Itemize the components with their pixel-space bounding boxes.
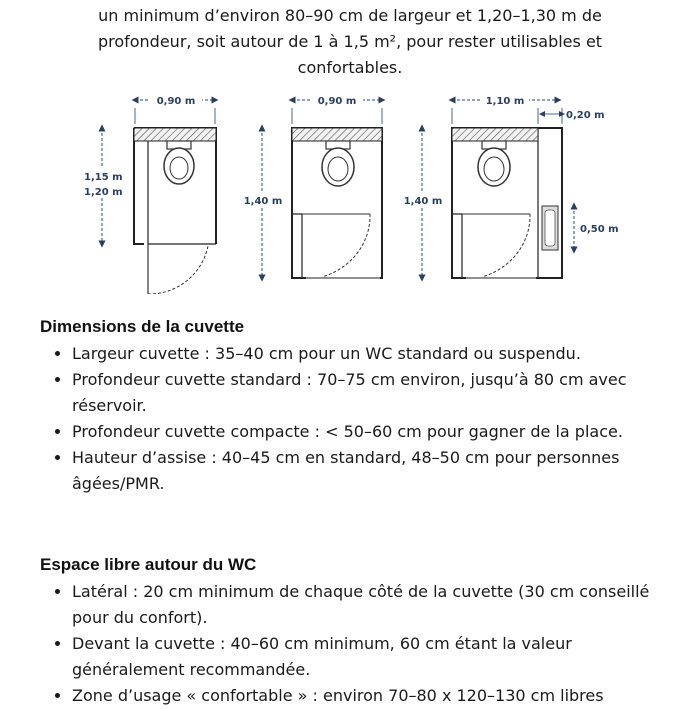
list-item: • Largeur cuvette : 35–40 cm pour un WC standard ou suspendu. xyxy=(72,341,670,367)
bullet-list xyxy=(40,341,670,497)
list-item: • Profondeur cuvette compacte : < 50–60 cm pour gagner de la place. xyxy=(72,419,670,445)
plan-1-width-label: 0,90 m xyxy=(156,96,196,107)
section-title: Espace libre autour du WC xyxy=(40,555,257,574)
list-item: • Zone d’usage « confortable » : environ 70–80 x 120–130 cm libres xyxy=(72,683,670,709)
plan-3-side-label: 0,20 m xyxy=(566,110,605,121)
plan-3 xyxy=(402,93,619,278)
wc-floor-plans xyxy=(80,84,620,294)
floor-plans-diagram xyxy=(80,84,620,294)
plan-3-depth-label: 1,40 m xyxy=(403,196,443,207)
plan-1 xyxy=(82,93,216,294)
plan-3-width-label: 1,10 m xyxy=(485,96,525,107)
list-item: • Devant la cuvette : 40–60 cm minimum, 60 cm étant la valeur généralement recommandée. xyxy=(72,631,670,683)
plan-3-sink-label: 0,50 m xyxy=(580,224,619,235)
section-title: Dimensions de la cuvette xyxy=(40,317,245,336)
list-item: • Profondeur cuvette standard : 70–75 cm environ, jusqu’à 80 cm avec réservoir. xyxy=(72,367,670,419)
section-free-space xyxy=(40,554,670,709)
plan-1-depth-label-1: 1,15 m xyxy=(84,172,123,183)
intro-paragraph xyxy=(60,0,640,81)
intro-text: un minimum d’environ 80–90 cm de largeur et 1,20–1,30 m de profondeur, soit autour de 1 à 1,5 m², pour rester utilisables et confortables. xyxy=(97,6,603,77)
list-item: • Latéral : 20 cm minimum de chaque côté de la cuvette (30 cm conseillé pour du confort). xyxy=(72,579,670,631)
section-bowl-dimensions xyxy=(40,316,670,497)
plan-2 xyxy=(242,93,382,278)
plan-2-depth-label: 1,40 m xyxy=(243,196,283,207)
plan-2-width-label: 0,90 m xyxy=(317,96,357,107)
list-item: • Hauteur d’assise : 40–45 cm en standard, 48–50 cm pour personnes âgées/PMR. xyxy=(72,445,670,497)
bullet-list xyxy=(40,579,670,709)
plan-1-depth-label-2: 1,20 m xyxy=(84,187,123,198)
